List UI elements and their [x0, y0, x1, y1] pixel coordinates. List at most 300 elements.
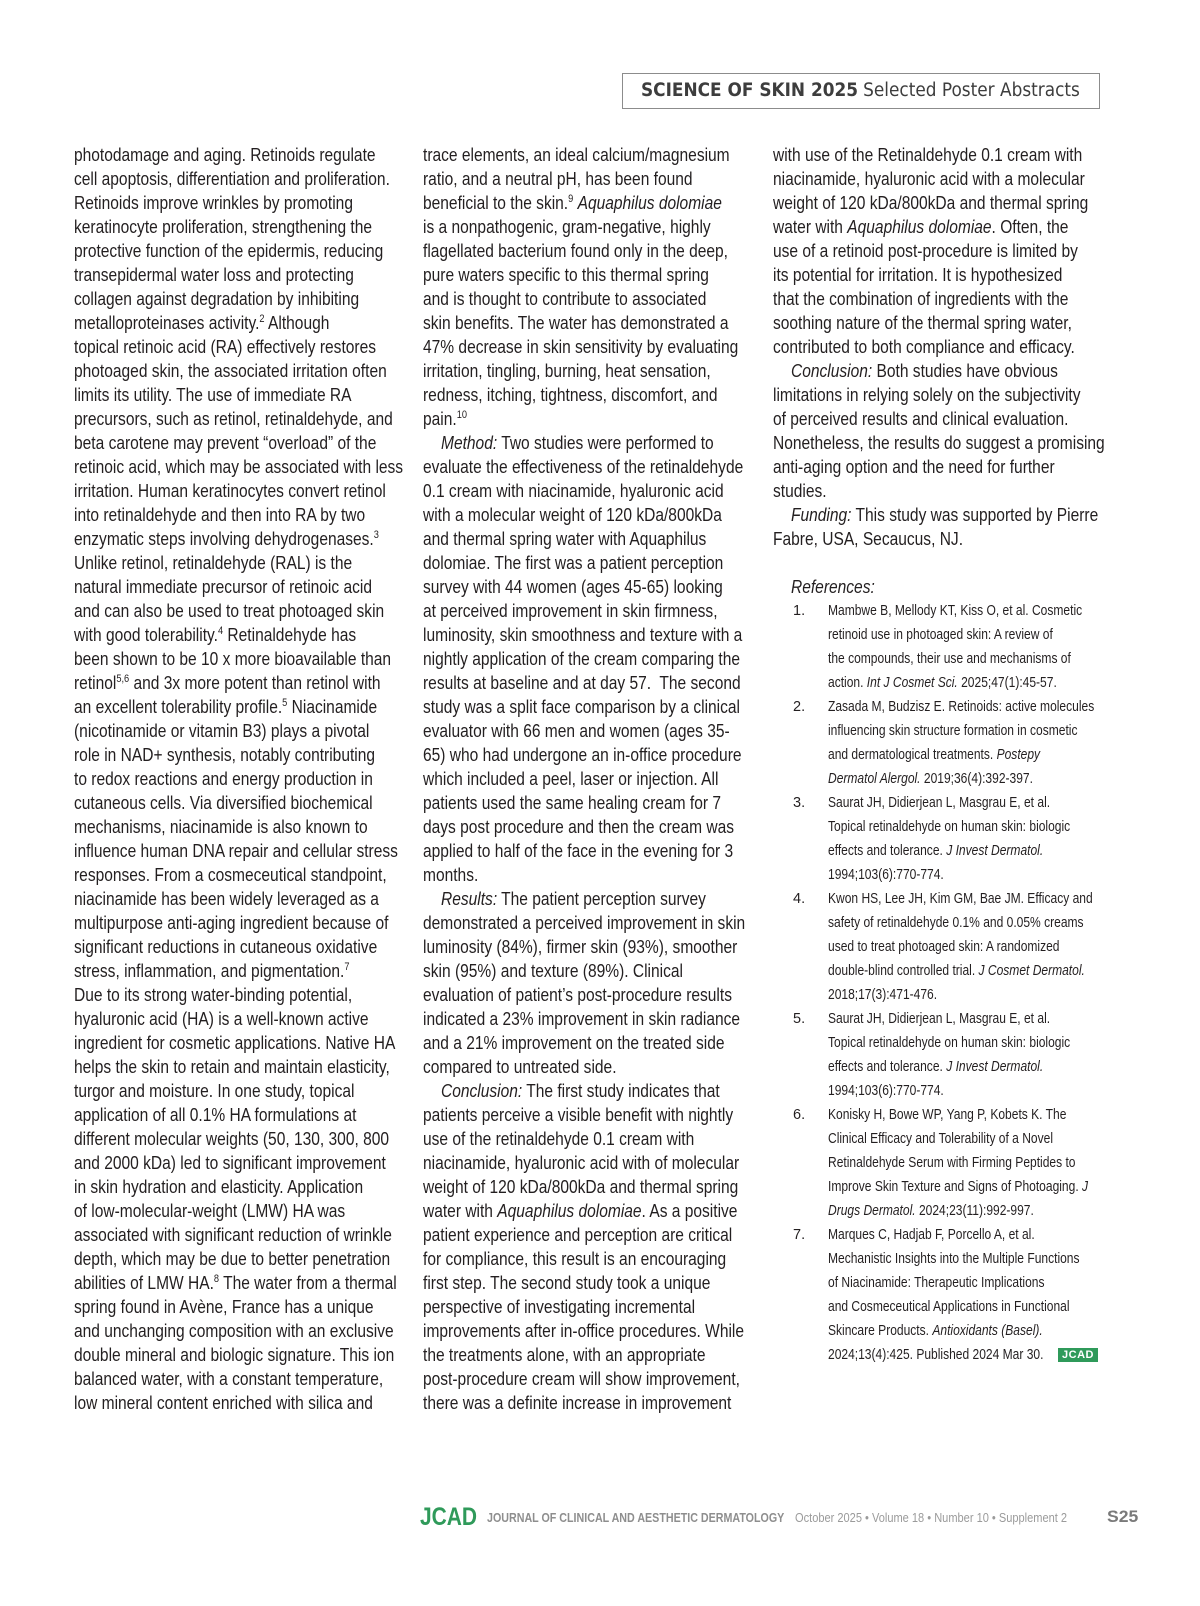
line-text [74, 599, 384, 623]
paragraph [74, 143, 414, 1415]
text-line [423, 1367, 763, 1391]
text-run: limits its utility. The use of immediate RA [74, 384, 352, 405]
text-run: turgor and moisture. In one study, topical [74, 1080, 355, 1101]
text-line [423, 1031, 763, 1055]
text-column-1 [74, 143, 414, 1415]
text-line [423, 1007, 763, 1031]
text-column-2 [423, 143, 763, 1415]
text-run: Mambwe B, Mellody KT, Kiss O, et al. Cosmetic [828, 603, 1083, 619]
text-line [773, 287, 1135, 311]
citation-superscript: 10 [456, 409, 467, 421]
line-text [74, 503, 365, 527]
text-run: evaluate the effectiveness of the retinaldehyde [423, 456, 744, 477]
citation-superscript: 4 [217, 625, 224, 637]
text-line [773, 527, 1135, 551]
text-line [74, 623, 414, 647]
text-run: Unlike retinol, retinaldehyde (RAL) is the [74, 552, 353, 573]
text-line [423, 215, 763, 239]
line-text [423, 1055, 617, 1079]
text-line [74, 815, 414, 839]
line-text [74, 647, 391, 671]
text-line [773, 503, 1135, 527]
text-line [74, 1391, 414, 1415]
line-text [828, 1343, 1043, 1367]
text-line [74, 887, 414, 911]
text-run: of perceived results and clinical evaluation. [773, 408, 1069, 429]
reference-line [773, 623, 1135, 647]
italic-text: J [1082, 1179, 1089, 1195]
text-line [423, 383, 763, 407]
text-run: to redox reactions and energy production in [74, 768, 373, 789]
text-run: flagellated bacterium found only in the deep, [423, 240, 728, 261]
text-line [74, 167, 414, 191]
text-line [74, 671, 414, 695]
text-line [773, 167, 1135, 191]
reference-item [773, 1007, 1135, 1103]
paragraph [773, 503, 1135, 551]
line-text [74, 911, 388, 935]
text-line [423, 623, 763, 647]
line-text [773, 479, 827, 503]
text-run: retinoid use in photoaged skin: A review of [828, 627, 1053, 643]
text-run: photodamage and aging. Retinoids regulate [74, 144, 376, 165]
citation-superscript: 8 [213, 1273, 220, 1285]
text-run: trace elements, an ideal calcium/magnesium [423, 144, 730, 165]
line-text [423, 1343, 705, 1367]
line-text [423, 455, 743, 479]
line-text [423, 287, 706, 311]
text-run: with a molecular weight of 120 kDa/800kDa [423, 504, 722, 525]
line-text [423, 671, 741, 695]
text-line [423, 599, 763, 623]
line-text [74, 1175, 363, 1199]
line-text [828, 839, 1043, 863]
text-line [74, 383, 414, 407]
text-run: multipurpose anti-aging ingredient because of [74, 912, 389, 933]
line-text [74, 575, 372, 599]
line-text [74, 695, 377, 719]
text-run: Zasada M, Budzisz E. Retinoids: active molecules [828, 699, 1095, 715]
text-run: evaluation of patient’s post-procedure results [423, 984, 732, 1005]
text-run: an excellent tolerability profile. [74, 696, 283, 717]
reference-line [773, 815, 1135, 839]
text-run: Both studies have obvious [872, 360, 1058, 381]
text-run: The first study indicates that [522, 1080, 720, 1101]
text-line [423, 1295, 763, 1319]
italic-text: Aquaphilus dolomiae [497, 1200, 642, 1221]
text-run: cutaneous cells. Via diversified biochemical [74, 792, 373, 813]
text-run: luminosity, skin smoothness and texture with a [423, 624, 743, 645]
reference-number: 4. [793, 891, 806, 907]
text-run: patient experience and perception are critical [423, 1224, 733, 1245]
text-run: of low-molecular-weight (LMW) HA was [74, 1200, 346, 1221]
text-line [773, 431, 1135, 455]
text-run: perspective of investigating incremental [423, 1296, 696, 1317]
reference-line [773, 1151, 1135, 1175]
italic-text: J Invest Dermatol. [946, 1059, 1044, 1075]
text-line [74, 191, 414, 215]
text-line [423, 455, 763, 479]
jcad-end-badge: JCAD [1058, 1348, 1098, 1362]
text-line [423, 407, 763, 431]
line-text [74, 1343, 394, 1367]
line-text [828, 719, 1078, 743]
line-text [74, 1103, 356, 1127]
line-text [423, 143, 730, 167]
text-line [423, 1343, 763, 1367]
line-text [74, 167, 390, 191]
text-run: Fabre, USA, Secaucus, NJ. [773, 528, 964, 549]
line-text [423, 1271, 710, 1295]
paragraph [423, 143, 763, 431]
text-run: 2019;36(4):392-397. [920, 771, 1033, 787]
section-header-title [641, 79, 1080, 103]
text-run: transepidermal water loss and protecting [74, 264, 354, 285]
text-run: The patient perception survey [497, 888, 706, 909]
line-text [74, 767, 373, 791]
text-run: water with [773, 216, 848, 237]
reference-line [773, 983, 1135, 1007]
text-run: been shown to be 10 x more bioavailable than [74, 648, 392, 669]
text-line [74, 1079, 414, 1103]
text-run: beta carotene may prevent “overload” of the [74, 432, 377, 453]
citation-superscript: 2 [259, 313, 265, 325]
line-text [773, 383, 1080, 407]
journal-logo: JCAD [420, 1503, 478, 1531]
text-line [773, 239, 1135, 263]
line-text [773, 143, 1082, 167]
paragraph-label: Funding: [791, 504, 852, 525]
text-line [423, 263, 763, 287]
text-line [74, 311, 414, 335]
text-run: Mechanistic Insights into the Multiple Functions [828, 1251, 1080, 1267]
references-list [773, 575, 1135, 1367]
text-line [74, 1103, 414, 1127]
line-text [74, 239, 383, 263]
line-text [74, 215, 372, 239]
italic-text: Int J Cosmet Sci. [866, 675, 958, 691]
line-text [423, 647, 740, 671]
text-line [423, 1223, 763, 1247]
line-text [423, 767, 718, 791]
text-run: which included a peel, laser or injection. All [423, 768, 719, 789]
text-run: Kwon HS, Lee JH, Kim GM, Bae JM. Efficacy and [828, 891, 1093, 907]
text-line [74, 503, 414, 527]
reference-item [773, 887, 1135, 1007]
text-line [423, 239, 763, 263]
line-text [74, 719, 369, 743]
text-run: there was a definite increase in improvement [423, 1392, 732, 1413]
line-text [423, 959, 683, 983]
reference-line [773, 935, 1135, 959]
text-run: 47% decrease in skin sensitivity by evaluating [423, 336, 739, 357]
line-text [74, 839, 398, 863]
text-run: of Niacinamide: Therapeutic Implications [828, 1275, 1045, 1291]
reference-number: 3. [793, 795, 806, 811]
reference-line [773, 767, 1135, 791]
italic-text: Aquaphilus dolomiae [847, 216, 992, 237]
text-line [423, 959, 763, 983]
text-line [74, 1271, 414, 1295]
reference-line [773, 1007, 1135, 1031]
text-line [423, 287, 763, 311]
paragraph-label: Results: [441, 888, 498, 909]
text-line [74, 719, 414, 743]
line-text [423, 479, 724, 503]
text-line [423, 335, 763, 359]
text-line [423, 1319, 763, 1343]
text-run: Retinaldehyde has [223, 624, 357, 645]
text-line [773, 407, 1135, 431]
line-text [423, 719, 730, 743]
text-run: different molecular weights (50, 130, 300, 800 [74, 1128, 390, 1149]
text-line [74, 263, 414, 287]
line-text [74, 1223, 392, 1247]
text-run: dolomiae. The first was a patient perception [423, 552, 724, 573]
reference-item [773, 1103, 1135, 1223]
line-text [828, 887, 1093, 911]
text-run: and dermatological treatments. [828, 747, 997, 763]
text-line [74, 743, 414, 767]
text-line [773, 311, 1135, 335]
text-run: patients perceive a visible benefit with nightly [423, 1104, 734, 1125]
line-text [74, 551, 352, 575]
line-text [828, 863, 944, 887]
text-run: studies. [773, 480, 827, 501]
line-text [828, 647, 1071, 671]
line-text [74, 1295, 374, 1319]
line-text [828, 815, 1070, 839]
text-line [423, 719, 763, 743]
line-text [423, 1247, 726, 1271]
line-text [423, 935, 737, 959]
text-run: Retinoids improve wrinkles by promoting [74, 192, 353, 213]
paragraph-label: Conclusion: [441, 1080, 523, 1101]
reference-line [773, 1079, 1135, 1103]
citation-superscript: 5,6 [116, 673, 130, 685]
text-line [74, 359, 414, 383]
text-run: 1994;103(6):770-774. [828, 867, 944, 883]
text-line [74, 1055, 414, 1079]
line-text [828, 1103, 1066, 1127]
text-run: hyaluronic acid (HA) is a well-known active [74, 1008, 369, 1029]
line-text [423, 311, 729, 335]
line-text [74, 335, 376, 359]
reference-line [773, 1271, 1135, 1295]
line-text [74, 743, 375, 767]
text-run: abilities of LMW HA. [74, 1272, 214, 1293]
line-text [74, 311, 329, 335]
line-text [423, 1223, 732, 1247]
line-text [828, 935, 1060, 959]
text-run: Topical retinaldehyde on human skin: biologic [828, 1035, 1071, 1051]
line-text [423, 1319, 744, 1343]
reference-line [773, 1031, 1135, 1055]
reference-line [773, 959, 1135, 983]
text-line [423, 815, 763, 839]
text-line [74, 239, 414, 263]
line-text [791, 359, 1058, 383]
line-text [74, 1199, 345, 1223]
text-line [74, 911, 414, 935]
section-header-subtitle: Selected Poster Abstracts [863, 80, 1080, 101]
text-line [74, 551, 414, 575]
text-line [423, 311, 763, 335]
paragraph [423, 1079, 763, 1415]
line-text [74, 1007, 369, 1031]
text-run: effects and tolerance. [828, 843, 947, 859]
text-run: significant reductions in cutaneous oxidative [74, 936, 378, 957]
line-text [423, 527, 706, 551]
text-line [74, 983, 414, 1007]
text-run: Nonetheless, the results do suggest a promising [773, 432, 1105, 453]
text-run: luminosity (84%), firmer skin (93%), smoother [423, 936, 738, 957]
paragraph [773, 359, 1135, 503]
text-line [773, 263, 1135, 287]
text-run: . Often, the [991, 216, 1069, 237]
reference-line [773, 647, 1135, 671]
text-run: beneficial to the skin. [423, 192, 569, 213]
italic-text: J Invest Dermatol. [946, 843, 1044, 859]
text-run: Saurat JH, Didierjean L, Masgrau E, et al. [828, 795, 1051, 811]
text-line [74, 1367, 414, 1391]
text-run: skin benefits. The water has demonstrated a [423, 312, 729, 333]
line-text [423, 1367, 740, 1391]
text-run: the compounds, their use and mechanisms of [828, 651, 1071, 667]
text-run: Two studies were performed to [497, 432, 714, 453]
section-header-bold: SCIENCE OF SKIN 2025 [641, 80, 859, 101]
text-line [74, 575, 414, 599]
text-line [423, 1175, 763, 1199]
text-line [423, 551, 763, 575]
line-text [423, 191, 722, 215]
reference-number: 6. [793, 1107, 806, 1123]
text-line [423, 935, 763, 959]
text-run: 0.1 cream with niacinamide, hyaluronic acid [423, 480, 724, 501]
reference-line [773, 743, 1135, 767]
line-text [423, 359, 711, 383]
text-run: in skin hydration and elasticity. Application [74, 1176, 364, 1197]
text-run: mechanisms, niacinamide is also known to [74, 816, 368, 837]
line-text [423, 1199, 737, 1223]
italic-text: Dermatol Alergol. [828, 771, 921, 787]
line-text [74, 1055, 390, 1079]
text-line [423, 1079, 763, 1103]
text-line [423, 1391, 763, 1415]
line-text [423, 1103, 733, 1127]
reference-line [773, 1199, 1135, 1223]
line-text [74, 983, 352, 1007]
line-text [423, 263, 709, 287]
text-line [423, 1247, 763, 1271]
line-text [423, 1031, 724, 1055]
text-run: niacinamide has been widely leveraged as a [74, 888, 379, 909]
line-text [74, 1319, 394, 1343]
text-run: months. [423, 864, 479, 885]
line-text [423, 743, 742, 767]
text-line [423, 887, 763, 911]
text-run: topical retinoic acid (RA) effectively restores [74, 336, 377, 357]
line-text [773, 455, 1055, 479]
text-line [74, 695, 414, 719]
text-run: used to treat photoaged skin: A randomized [828, 939, 1060, 955]
line-text [74, 791, 373, 815]
text-line [74, 143, 414, 167]
line-text [74, 863, 387, 887]
line-text [423, 695, 740, 719]
line-text [828, 695, 1094, 719]
line-text [423, 335, 738, 359]
text-run: the treatments alone, with an appropriate [423, 1344, 706, 1365]
text-line [773, 479, 1135, 503]
line-text [74, 887, 379, 911]
text-run: helps the skin to retain and maintain elasticity, [74, 1056, 390, 1077]
line-text [773, 287, 1068, 311]
text-line [773, 383, 1135, 407]
citation-superscript: 9 [568, 193, 574, 205]
text-run: application of all 0.1% HA formulations at [74, 1104, 357, 1125]
line-text [828, 1271, 1045, 1295]
text-line [773, 455, 1135, 479]
reference-line [773, 1103, 1135, 1127]
text-run: 65) who had undergone an in-office procedure [423, 744, 742, 765]
text-line [423, 1103, 763, 1127]
text-line [74, 767, 414, 791]
text-run: with good tolerability. [74, 624, 218, 645]
line-text [441, 887, 706, 911]
line-text [74, 959, 350, 983]
line-text [74, 1367, 383, 1391]
italic-text: Postepy [996, 747, 1041, 763]
text-line [423, 863, 763, 887]
line-text [74, 263, 354, 287]
text-run: double mineral and biologic signature. This ion [74, 1344, 395, 1365]
text-line [74, 647, 414, 671]
line-text [773, 263, 1062, 287]
text-run: and 2000 kDa) led to significant improvement [74, 1152, 386, 1173]
reference-number: 5. [793, 1011, 806, 1027]
text-run: with use of the Retinaldehyde 0.1 cream with [773, 144, 1083, 165]
text-line [74, 1151, 414, 1175]
line-text [828, 767, 1033, 791]
line-text [828, 623, 1053, 647]
text-run: pain. [423, 408, 457, 429]
text-line [74, 335, 414, 359]
text-line [423, 479, 763, 503]
text-line [74, 407, 414, 431]
line-text [773, 335, 1075, 359]
text-run: indicated a 23% improvement in skin radiance [423, 1008, 741, 1029]
line-text [74, 527, 379, 551]
line-text [828, 1223, 1035, 1247]
paragraph [773, 143, 1135, 359]
line-text [828, 1319, 1043, 1343]
line-text [423, 383, 718, 407]
line-text [74, 143, 376, 167]
reference-item [773, 791, 1135, 887]
line-text [828, 599, 1082, 623]
text-run: (nicotinamide or vitamin B3) plays a pivotal [74, 720, 370, 741]
line-text [441, 1079, 720, 1103]
text-run: Clinical Efficacy and Tolerability of a Novel [828, 1131, 1053, 1147]
text-line [423, 647, 763, 671]
text-line [74, 791, 414, 815]
line-text [423, 791, 721, 815]
line-text [773, 191, 1088, 215]
text-run: double-blind controlled trial. [828, 963, 979, 979]
text-run: 2018;17(3):471-476. [828, 987, 938, 1003]
text-run: associated with significant reduction of wrinkle [74, 1224, 392, 1245]
